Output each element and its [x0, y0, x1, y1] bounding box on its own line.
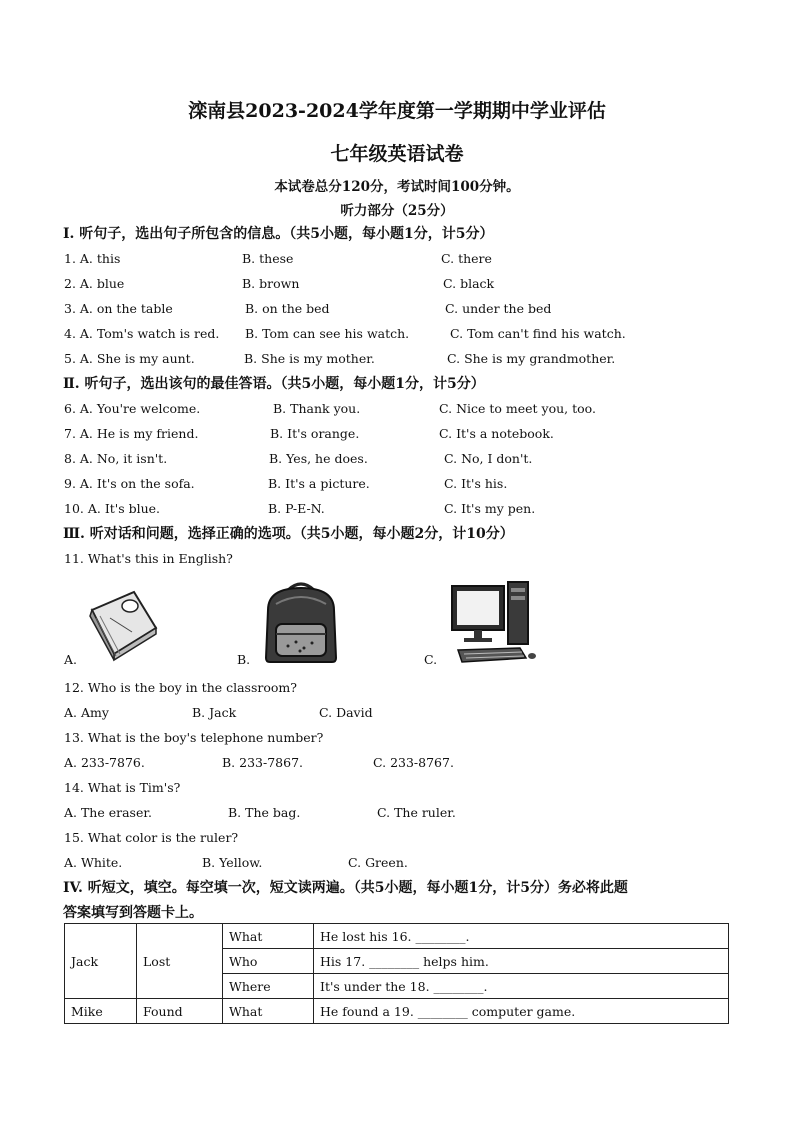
q3-option-b: B. on the bed [245, 301, 330, 316]
q7-option-a: 7. A. He is my friend. [64, 426, 199, 441]
q6-option-c: C. Nice to meet you, too. [439, 401, 596, 416]
q14-option-c: C. The ruler. [377, 805, 456, 820]
q1-option-a: 1. A. this [64, 251, 121, 266]
q4-option-a: 4. A. Tom's watch is red. [64, 326, 220, 341]
q15-question: 15. What color is the ruler? [64, 830, 239, 845]
cell-blank-17: His 17. ________ helps him. [314, 949, 729, 974]
q8-option-b: B. Yes, he does. [269, 451, 368, 466]
q11-question: 11. What's this in English? [64, 551, 233, 566]
backpack-picture [258, 580, 344, 664]
q13-option-b: B. 233-7867. [222, 755, 303, 770]
notebook-picture [86, 588, 160, 662]
cell-found: Found [137, 999, 223, 1024]
q14-option-b: B. The bag. [228, 805, 301, 820]
q9-option-c: C. It's his. [444, 476, 508, 491]
section-3-title: Ⅲ. 听对话和问题，选择正确的选项。（共5小题，每小题2分，计10分） [63, 526, 514, 542]
q4-option-c: C. Tom can't find his watch. [450, 326, 626, 341]
cell-key: Who [223, 949, 314, 974]
q7-option-b: B. It's orange. [270, 426, 360, 441]
q3-option-c: C. under the bed [445, 301, 552, 316]
section-4-title-cont: 答案填写到答题卡上。 [63, 905, 203, 921]
q5-option-a: 5. A. She is my aunt. [64, 351, 195, 366]
q2-option-c: C. black [443, 276, 495, 291]
q2-option-b: B. brown [242, 276, 300, 291]
q3-option-a: 3. A. on the table [64, 301, 173, 316]
cell-mike: Mike [65, 999, 137, 1024]
fill-in-table [64, 923, 729, 1024]
q10-option-c: C. It's my pen. [444, 501, 536, 516]
q4-option-b: B. Tom can see his watch. [245, 326, 410, 341]
q13-question: 13. What is the boy's telephone number? [64, 730, 324, 745]
table-row [65, 924, 729, 949]
q14-option-a: A. The eraser. [64, 805, 152, 820]
q10-option-b: B. P-E-N. [268, 501, 325, 516]
q6-option-a: 6. A. You're welcome. [64, 401, 201, 416]
q12-question: 12. Who is the boy in the classroom? [64, 680, 297, 695]
cell-lost: Lost [137, 924, 223, 999]
section-2-title: Ⅱ. 听句子，选出该句的最佳答语。（共5小题，每小题1分，计5分） [63, 376, 485, 392]
cell-key: Where [223, 974, 314, 999]
section-4-title: IV. 听短文，填空。每空填一次，短文读两遍。（共5小题，每小题1分，计5分）务必将此题 [63, 880, 628, 896]
q12-option-c: C. David [319, 705, 373, 720]
q6-option-b: B. Thank you. [273, 401, 361, 416]
q7-option-c: C. It's a notebook. [439, 426, 554, 441]
cell-key: What [223, 924, 314, 949]
q8-option-c: C. No, I don't. [444, 451, 533, 466]
q15-option-b: B. Yellow. [202, 855, 263, 870]
exam-title: 滦南县2023-2024学年度第一学期期中学业评估 [188, 100, 606, 122]
q12-option-a: A. Amy [64, 705, 109, 720]
q13-option-a: A. 233-7876. [64, 755, 145, 770]
q1-option-c: C. there [441, 251, 492, 266]
q12-option-b: B. Jack [192, 705, 237, 720]
q5-option-c: C. She is my grandmother. [447, 351, 616, 366]
q9-option-a: 9. A. It's on the sofa. [64, 476, 195, 491]
q10-option-a: 10. A. It's blue. [64, 501, 161, 516]
table-row [65, 999, 729, 1024]
q8-option-a: 8. A. No, it isn't. [64, 451, 168, 466]
q11-option-a: A. [64, 652, 78, 667]
exam-subtitle: 七年级英语试卷 [330, 143, 464, 165]
cell-jack: Jack [65, 924, 137, 999]
q9-option-b: B. It's a picture. [268, 476, 370, 491]
q11-option-b: B. [237, 652, 251, 667]
q15-option-c: C. Green. [348, 855, 408, 870]
q5-option-b: B. She is my mother. [244, 351, 375, 366]
q15-option-a: A. White. [64, 855, 123, 870]
q14-question: 14. What is Tim's? [64, 780, 181, 795]
q11-option-c: C. [424, 652, 438, 667]
cell-blank-16: He lost his 16. ________. [314, 924, 729, 949]
listening-header: 听力部分（25分） [340, 203, 454, 219]
cell-blank-19: He found a 19. ________ computer game. [314, 999, 729, 1024]
q13-option-c: C. 233-8767. [373, 755, 454, 770]
exam-info: 本试卷总分120分，考试时间100分钟。 [274, 179, 520, 195]
q2-option-a: 2. A. blue [64, 276, 125, 291]
cell-blank-18: It's under the 18. ________. [314, 974, 729, 999]
q1-option-b: B. these [242, 251, 294, 266]
cell-key: What [223, 999, 314, 1024]
computer-picture [448, 578, 538, 664]
section-1-title: I. 听句子，选出句子所包含的信息。（共5小题，每小题1分，计5分） [63, 226, 494, 242]
